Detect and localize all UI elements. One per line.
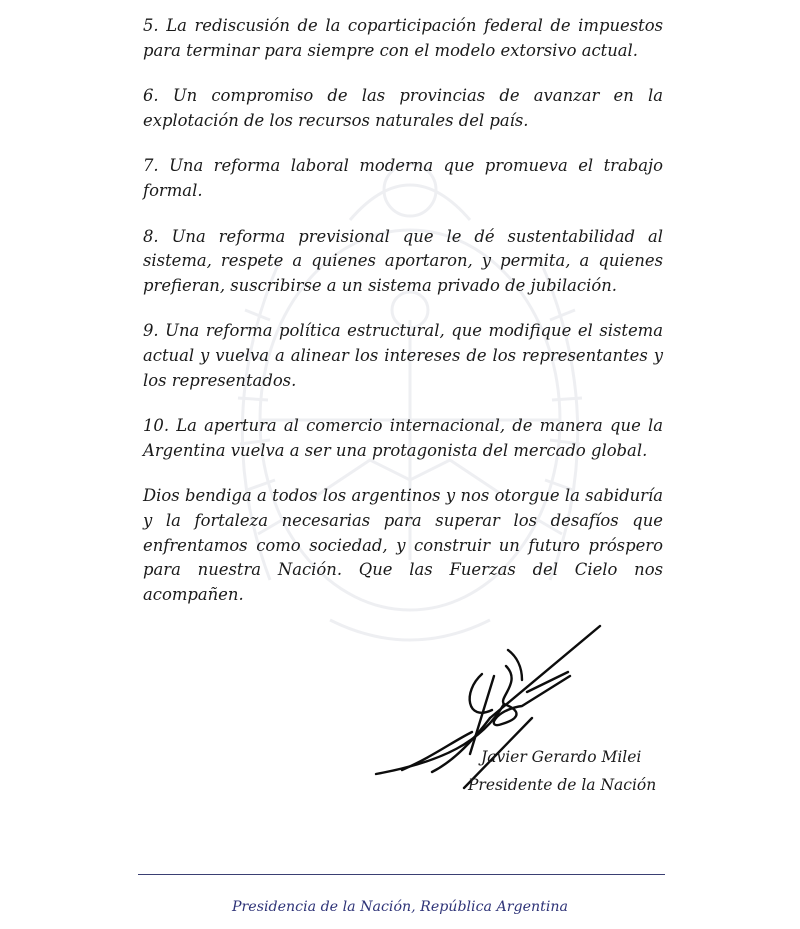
signatory-name: Javier Gerardo Milei xyxy=(481,748,642,766)
paragraph-item-9: 9. Una reforma política estructural, que modifique el sistema actual y vuelva a alinear los intereses de los representantes y los representados. xyxy=(143,321,663,390)
closing-paragraph: Dios bendiga a todos los argentinos y nos otorgue la sabiduría y la fortaleza necesarias para superar los desafíos que enfrentamos como sociedad, y construir un futuro próspero para nuestra Nación. Que las Fuerzas del Cielo nos acompañen. xyxy=(143,486,663,604)
letter-body xyxy=(143,14,663,628)
paragraph-item-10: 10. La apertura al comercio internacional, de manera que la Argentina vuelva a ser una protagonista del mercado global. xyxy=(143,416,663,460)
footer-divider xyxy=(138,874,665,875)
signatory-title: Presidente de la Nación xyxy=(468,776,657,794)
paragraph-item-6: 6. Un compromiso de las provincias de avanzar en la explotación de los recursos naturales del país. xyxy=(143,86,663,130)
handwritten-signature-icon xyxy=(372,622,617,792)
paragraph-item-8: 8. Una reforma previsional que le dé sustentabilidad al sistema, respete a quienes aportaron, y permita, a quienes prefieran, suscribirse a un sistema privado de jubilación. xyxy=(143,226,663,295)
paragraph-item-7: 7. Una reforma laboral moderna que promueva el trabajo formal. xyxy=(143,156,663,200)
paragraph-item-5: 5. La rediscusión de la coparticipación federal de impuestos para terminar para siempre con el modelo extorsivo actual. xyxy=(143,16,663,60)
footer-text: Presidencia de la Nación, República Argentina xyxy=(231,899,568,915)
